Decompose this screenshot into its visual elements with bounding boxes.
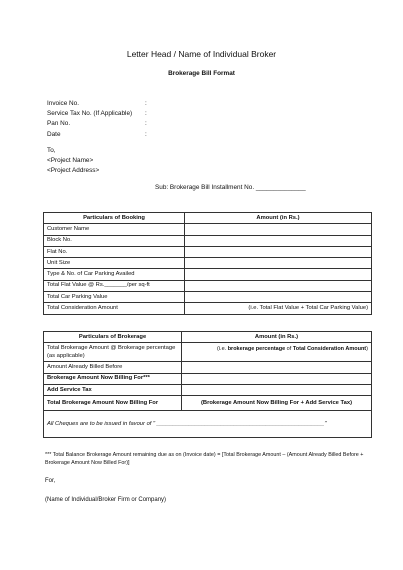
info-colon: : (145, 110, 147, 118)
table-row (44, 292, 372, 303)
table-row (44, 362, 372, 373)
table-header-row (44, 213, 372, 224)
row-amount (185, 269, 372, 280)
table-row (44, 373, 372, 384)
info-row-pan (47, 119, 153, 129)
row-label: Brokerage Amount Now Billing For*** (44, 373, 182, 384)
address-line: <Project Address> (47, 166, 100, 174)
amount-note-bold: brokerage percentage (227, 346, 286, 353)
invoice-info (47, 99, 153, 140)
row-label: Flat No. (44, 246, 185, 257)
table-row (44, 224, 372, 235)
column-header: Particulars of Brokerage (44, 332, 182, 343)
row-amount (185, 246, 372, 257)
row-label: Add Service Tax (44, 384, 182, 395)
row-label: Block No. (44, 235, 185, 246)
table-row (44, 258, 372, 269)
brokerage-table (43, 331, 372, 438)
row-amount (182, 362, 372, 373)
row-amount: (i.e. Total Flat Value + Total Car Parking Value) (185, 303, 372, 314)
document-title: Brokerage Bill Format (168, 70, 235, 77)
table-row (44, 280, 372, 291)
amount-note-text: ) (366, 346, 368, 353)
info-colon: : (145, 100, 147, 107)
column-header: Amount (in Rs.) (185, 213, 372, 224)
recipient-address (47, 146, 99, 175)
amount-note-bold: Total Consideration Amount (292, 346, 367, 353)
row-amount (185, 280, 372, 291)
table-row (44, 411, 372, 438)
letterhead: Letter Head / Name of Individual Broker (126, 49, 277, 59)
amount-note-text: of (285, 346, 293, 353)
table-row (44, 384, 372, 395)
column-header: Particulars of Booking (44, 213, 185, 224)
table-header-row (44, 332, 372, 343)
row-amount (182, 384, 372, 395)
row-amount (185, 235, 372, 246)
table-row (44, 235, 372, 246)
row-label: Customer Name (44, 224, 185, 235)
table-row (44, 303, 372, 314)
row-label: Type & No. of Car Parking Availed (44, 269, 185, 280)
row-amount (185, 224, 372, 235)
table-row (44, 246, 372, 257)
row-amount (185, 292, 372, 303)
row-label: Total Brokerage Amount @ Brokerage percentage (as applicable) (44, 343, 182, 362)
row-amount: (Brokerage Amount Now Billing For + Add Service Tax) (182, 396, 372, 411)
table-row (44, 343, 372, 362)
row-amount (185, 258, 372, 269)
row-label: Total Consideration Amount (44, 303, 185, 314)
info-label: Invoice No. (47, 100, 79, 107)
info-label: Pan No. (47, 120, 71, 128)
row-label: Total Brokerage Amount Now Billing For (44, 396, 182, 411)
row-amount (182, 343, 372, 362)
row-label: Unit Size (44, 258, 185, 269)
row-label: Total Car Parking Value (44, 292, 185, 303)
column-header: Amount (in Rs.) (182, 332, 372, 343)
amount-note-text: (i.e. (216, 346, 228, 353)
signature-line: (Name of Individual/Broker Firm or Company) (45, 497, 167, 503)
row-amount (182, 373, 372, 384)
info-colon: : (145, 130, 147, 138)
info-label: Service Tax No. (If Applicable) (47, 110, 133, 118)
info-row-service-tax (47, 109, 153, 119)
info-row-invoice (47, 99, 153, 109)
table-row (44, 269, 372, 280)
row-label: Amount Already Billed Before (44, 362, 182, 373)
info-row-date (47, 130, 153, 140)
row-label: Total Flat Value @ Rs._______/per sq-ft (44, 280, 185, 291)
footnote: *** Total Balance Brokerage Amount remaining due as on (Invoice date) = [Total Brokerage Amount – (Amount Already Billed Before + Brokerage Amount Now Billed For)] (45, 452, 364, 467)
address-line: <Project Name> (47, 156, 94, 164)
info-colon: : (145, 120, 147, 128)
address-line: To, (47, 147, 56, 154)
table-row (44, 396, 372, 411)
subject-line: Sub: Brokerage Bill Installment No. ______________ (155, 184, 306, 191)
cheque-instruction: All Cheques are to be issued in favour of " ____________________________________________________" (44, 411, 372, 438)
closing-line: For, (45, 478, 56, 484)
info-label: Date (47, 130, 61, 138)
booking-table (43, 212, 372, 315)
